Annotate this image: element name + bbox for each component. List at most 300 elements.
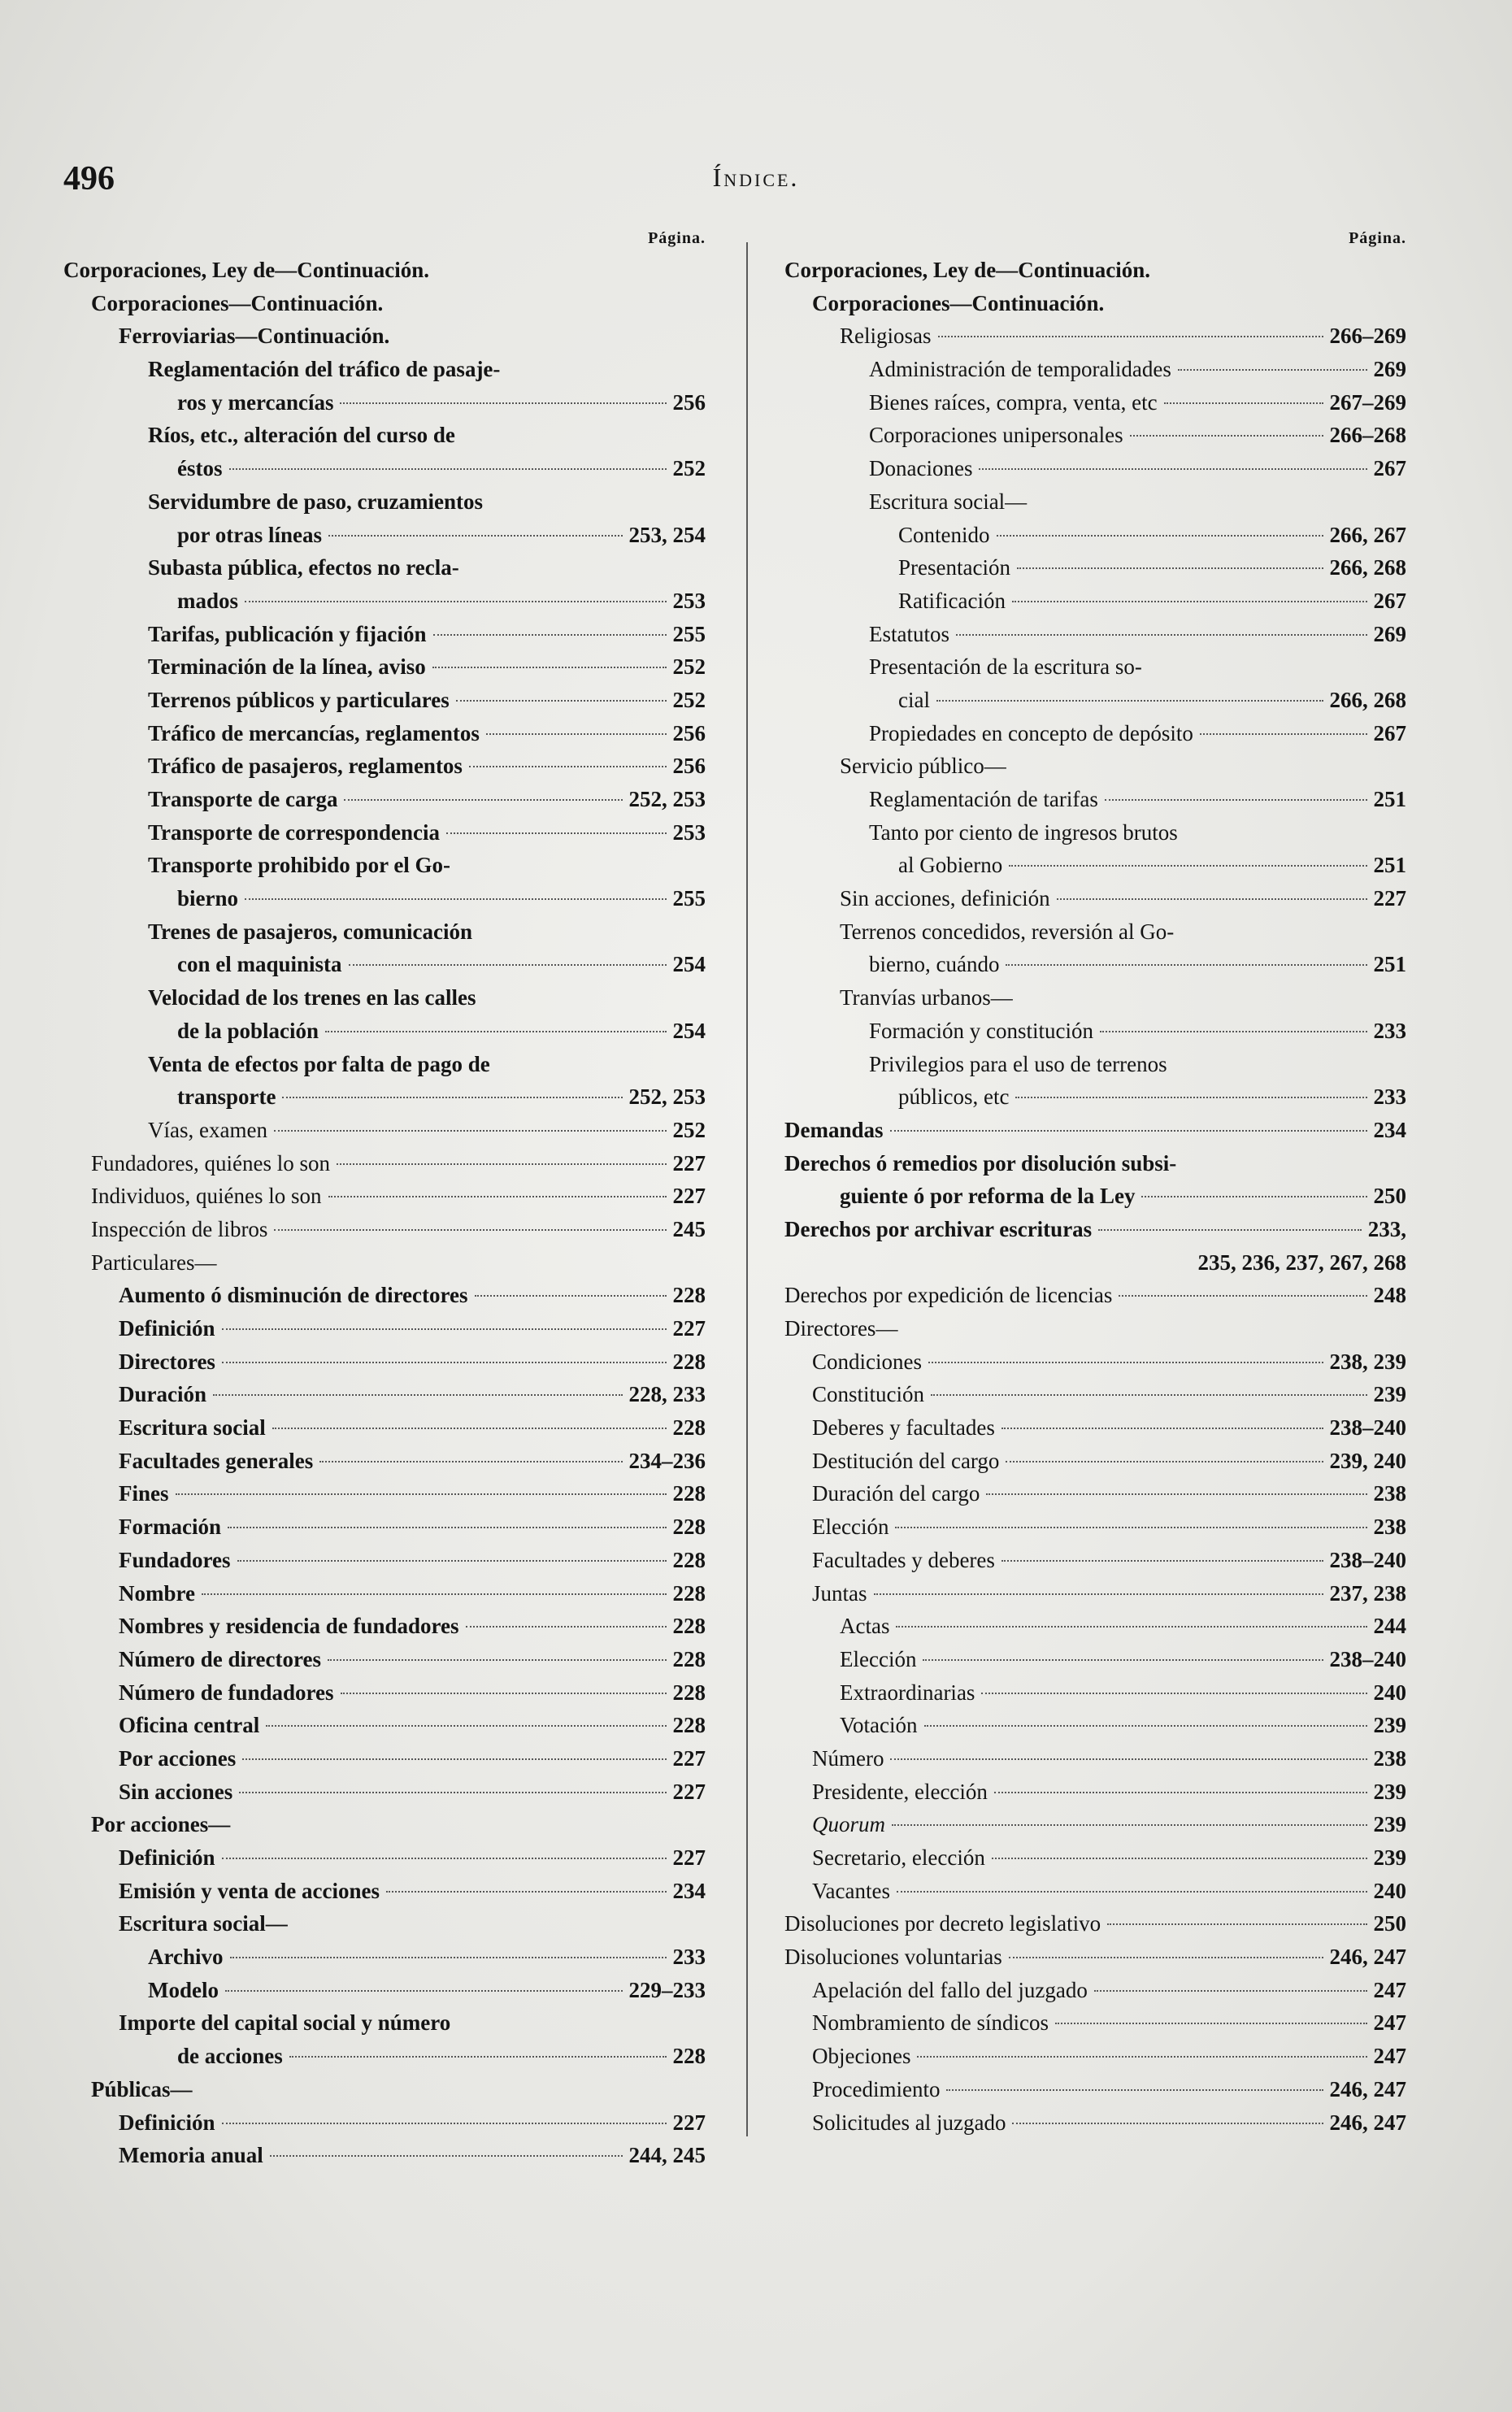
dot-leader: [349, 964, 667, 966]
entry-text: con el maquinista: [177, 952, 342, 977]
index-entry: [63, 2106, 706, 2140]
index-entry: [784, 1875, 1406, 1908]
entry-text: Tanto por ciento de ingresos brutos: [869, 819, 1178, 845]
index-entry: [784, 1114, 1406, 1147]
page-reference: 256: [672, 389, 706, 415]
left-entry-list: [63, 254, 706, 2172]
page-reference: 238–240: [1329, 1415, 1406, 1441]
index-entry: [784, 353, 1406, 386]
page-reference: 252, 253: [628, 1084, 706, 1110]
index-entry: [63, 1907, 706, 1940]
entry-text: éstos: [177, 456, 223, 481]
page-reference: 253: [672, 819, 706, 845]
page-reference: 238: [1373, 1745, 1406, 1771]
dot-leader: [213, 1394, 623, 1396]
index-entry: [63, 750, 706, 783]
dot-leader: [1178, 369, 1367, 371]
index-entry: [784, 1213, 1406, 1246]
index-entry: [63, 1246, 706, 1280]
dot-leader: [1006, 964, 1366, 966]
index-entry: [63, 254, 706, 287]
index-entry: [784, 2040, 1406, 2073]
entry-text: Reglamentación de tarifas: [869, 787, 1098, 811]
index-entry: [63, 1940, 706, 1974]
index-entry: [784, 1676, 1406, 1710]
dot-leader: [1017, 567, 1323, 569]
index-entry: [63, 1477, 706, 1510]
dot-leader: [266, 1725, 666, 1727]
dot-leader: [923, 1659, 1323, 1661]
index-entry: [784, 452, 1406, 485]
index-entry: [63, 485, 706, 519]
column-divider: [746, 242, 748, 2136]
entry-text: Memoria anual: [119, 2143, 263, 2168]
dot-leader: [1164, 402, 1323, 404]
dot-leader: [1141, 1196, 1366, 1197]
entry-text: Administración de temporalidades: [869, 357, 1171, 382]
dot-leader: [222, 1858, 667, 1859]
entry-text: Tranvías urbanos—: [840, 985, 1013, 1010]
index-entry: [784, 319, 1406, 353]
index-entry: [63, 1180, 706, 1213]
entry-text: Fundadores: [119, 1547, 231, 1572]
dot-leader: [325, 1031, 666, 1032]
page-reference: 245: [672, 1216, 706, 1241]
entry-text: Corporaciones—Continuación.: [812, 290, 1105, 315]
dot-leader: [340, 402, 666, 404]
page-reference: 234: [1373, 1117, 1406, 1142]
page-reference: 239, 240: [1329, 1448, 1406, 1473]
page-reference: 266, 268: [1329, 555, 1406, 580]
entry-text: Terminación de la línea, aviso: [148, 654, 426, 680]
dot-leader: [890, 1130, 1367, 1132]
entry-text: Objeciones: [812, 2044, 911, 2069]
dot-leader: [1001, 1560, 1323, 1562]
page-reference: 233: [1373, 1018, 1406, 1043]
dot-leader: [1200, 733, 1367, 735]
page-reference: 234–236: [628, 1448, 706, 1473]
index-entry: [63, 618, 706, 651]
entry-text: por otras líneas: [177, 522, 323, 547]
page-reference: 266, 267: [1329, 522, 1406, 547]
page-reference: 229–233: [628, 1977, 706, 2002]
index-entry: [63, 353, 706, 386]
entry-text: Servidumbre de paso, cruzamientos: [148, 489, 483, 514]
entry-text: Duración: [119, 1382, 206, 1407]
entry-text: Número de fundadores: [119, 1680, 334, 1705]
entry-text: Reglamentación del tráfico de pasaje-: [148, 357, 501, 382]
entry-text: Secretario, elección: [812, 1845, 985, 1870]
entry-text: Nombramiento de síndicos: [812, 2010, 1049, 2036]
index-entry: [63, 2006, 706, 2040]
entry-text: Presidente, elección: [812, 1779, 988, 1804]
dot-leader: [432, 667, 667, 668]
entry-text: Juntas: [812, 1580, 867, 1606]
dot-leader: [176, 1493, 667, 1495]
index-entry: [784, 849, 1406, 882]
dot-leader: [986, 1493, 1366, 1495]
page-reference: 228: [672, 1349, 706, 1374]
index-entry: [63, 1709, 706, 1742]
page-reference: 266, 268: [1329, 687, 1406, 712]
entry-text: Nombre: [119, 1580, 195, 1606]
page-reference: 267: [1373, 588, 1406, 613]
entry-text: Votación: [840, 1713, 918, 1738]
index-entry: [784, 1742, 1406, 1775]
entry-text: Por acciones: [119, 1745, 237, 1771]
entry-text: Tarifas, publicación y fijación: [148, 621, 427, 646]
page-reference: 238: [1373, 1481, 1406, 1506]
page-reference: 238–240: [1329, 1646, 1406, 1671]
dot-leader: [938, 336, 1323, 337]
dot-leader: [1100, 1031, 1367, 1032]
entry-text: Vías, examen: [148, 1117, 267, 1142]
page-header: [0, 159, 1512, 200]
index-entry: [784, 1477, 1406, 1510]
index-entry: [784, 1643, 1406, 1676]
entry-text: Venta de efectos por falta de pago de: [148, 1051, 490, 1076]
index-entry: [63, 948, 706, 981]
entry-text: Transporte de correspondencia: [148, 819, 440, 845]
dot-leader: [274, 1130, 667, 1132]
page-reference: 227: [1373, 886, 1406, 911]
dot-leader: [456, 700, 667, 702]
entry-text: al Gobierno: [898, 853, 1003, 878]
index-entry: [784, 1775, 1406, 1809]
page-reference: 234: [672, 1878, 706, 1903]
dot-leader: [896, 1626, 1366, 1628]
entry-text: Deberes y facultades: [812, 1415, 995, 1441]
index-entry: [784, 618, 1406, 651]
index-entry: [784, 1709, 1406, 1742]
index-entry: [63, 2139, 706, 2172]
entry-text: Directores—: [784, 1316, 898, 1341]
page-reference: 227: [672, 1845, 706, 1870]
entry-text: cial: [898, 687, 930, 712]
dot-leader: [341, 1693, 667, 1694]
page-reference: 244: [1373, 1614, 1406, 1639]
dot-leader: [328, 535, 622, 537]
index-entry: [63, 1742, 706, 1775]
entry-text: Terrenos concedidos, reversión al Go-: [840, 919, 1175, 944]
dot-leader: [895, 1527, 1366, 1528]
page-reference: 227: [672, 1184, 706, 1209]
dot-leader: [1098, 1229, 1362, 1231]
page-reference: 269: [1373, 621, 1406, 646]
page-reference: 227: [672, 1779, 706, 1804]
dot-leader: [1012, 601, 1367, 602]
entry-text: Elección: [812, 1515, 889, 1540]
page-reference: 238, 239: [1329, 1349, 1406, 1374]
index-entry: [63, 2073, 706, 2106]
dot-leader: [239, 1792, 666, 1793]
index-entry: [784, 1147, 1406, 1180]
right-index-column: [784, 229, 1406, 2139]
index-entry: [63, 287, 706, 320]
entry-text: Donaciones: [869, 456, 973, 481]
index-entry: [63, 882, 706, 915]
index-entry: [784, 254, 1406, 287]
entry-text: Trenes de pasajeros, comunicación: [148, 919, 472, 944]
page-reference: 239: [1373, 1382, 1406, 1407]
entry-text: Facultades generales: [119, 1448, 314, 1473]
dot-leader: [1094, 1990, 1367, 1992]
index-entry: [63, 551, 706, 585]
index-entry: [63, 1808, 706, 1841]
entry-text: Por acciones—: [91, 1812, 231, 1837]
index-entry: [63, 1411, 706, 1445]
index-entry: [784, 1080, 1406, 1114]
page-reference: 240: [1373, 1680, 1406, 1705]
entry-text: Definición: [119, 1845, 215, 1870]
index-entry: [784, 1411, 1406, 1445]
page-reference: 227: [672, 1316, 706, 1341]
dot-leader: [994, 1792, 1367, 1793]
page-reference: 255: [672, 621, 706, 646]
dot-leader: [222, 1362, 667, 1363]
entry-text: Oficina central: [119, 1713, 260, 1738]
entry-text: guiente ó por reforma de la Ley: [840, 1184, 1136, 1209]
page-reference: 247: [1373, 1977, 1406, 2002]
entry-text: Derechos por expedición de licencias: [784, 1283, 1113, 1308]
entry-text: Formación y constitución: [869, 1018, 1093, 1043]
page-reference: 228: [672, 1614, 706, 1639]
dot-leader: [1012, 2123, 1323, 2124]
dot-leader: [386, 1891, 667, 1893]
entry-text: Facultades y deberes: [812, 1547, 995, 1572]
page-column-heading: Página.: [1349, 229, 1406, 247]
index-entry: [784, 1015, 1406, 1048]
index-entry: [784, 519, 1406, 552]
index-entry: [63, 1974, 706, 2007]
entry-text: Contenido: [898, 522, 990, 547]
index-entry: [784, 2106, 1406, 2140]
page-reference: 228: [672, 1680, 706, 1705]
dot-leader: [931, 1394, 1366, 1396]
entry-text: mados: [177, 588, 239, 613]
dot-leader: [897, 1891, 1367, 1893]
dot-leader: [237, 1560, 667, 1562]
index-entry: [784, 1312, 1406, 1345]
entry-text: Solicitudes al juzgado: [812, 2110, 1006, 2135]
index-entry: [784, 1048, 1406, 1081]
entry-text: Modelo: [148, 1977, 219, 2002]
page-reference: 255: [672, 886, 706, 911]
entry-text: Vacantes: [812, 1878, 890, 1903]
entry-text: Terrenos públicos y particulares: [148, 687, 450, 712]
index-entry: [63, 1213, 706, 1246]
index-entry: [63, 1048, 706, 1081]
page-reference: 246, 247: [1329, 2110, 1406, 2135]
entry-text: Transporte de carga: [148, 787, 338, 811]
dot-leader: [344, 799, 622, 801]
entry-text: transporte: [177, 1084, 276, 1110]
index-entry: [784, 816, 1406, 850]
entry-text: Escritura social—: [869, 489, 1028, 514]
page-reference: 254: [672, 1018, 706, 1043]
page-reference: 252: [672, 1117, 706, 1142]
index-entry: [63, 452, 706, 485]
right-entry-list: [784, 254, 1406, 2139]
dot-leader: [469, 766, 667, 767]
index-entry: [784, 1610, 1406, 1643]
entry-text: Presentación de la escritura so-: [869, 654, 1142, 680]
index-entry: [784, 386, 1406, 419]
entry-text: Disoluciones por decreto legislativo: [784, 1911, 1101, 1936]
page-reference: 244, 245: [628, 2143, 706, 2168]
dot-leader: [1057, 898, 1367, 900]
entry-text: de acciones: [177, 2044, 283, 2069]
index-entry: [63, 1312, 706, 1345]
index-entry: [784, 1345, 1406, 1379]
dot-leader: [319, 1461, 622, 1462]
index-entry: [63, 319, 706, 353]
page-reference: 228: [672, 1415, 706, 1441]
page-reference: 228: [672, 1547, 706, 1572]
index-entry: [63, 849, 706, 882]
entry-text: Corporaciones, Ley de—Continuación.: [784, 258, 1151, 282]
page-reference: 233: [1373, 1084, 1406, 1110]
dot-leader: [928, 1362, 1323, 1363]
entry-text: Bienes raíces, compra, venta, etc: [869, 389, 1158, 415]
page-reference: 253, 254: [628, 522, 706, 547]
dot-leader: [1015, 1097, 1366, 1098]
dot-leader: [1130, 435, 1323, 437]
page-reference: 251: [1373, 787, 1406, 811]
dot-leader: [874, 1593, 1323, 1595]
page-reference: 238–240: [1329, 1547, 1406, 1572]
page-reference: 239: [1373, 1779, 1406, 1804]
index-entry: [63, 1676, 706, 1710]
entry-text: Formación: [119, 1515, 221, 1540]
page-reference: 227: [672, 2110, 706, 2135]
dot-leader: [228, 1527, 667, 1528]
entry-text: Inspección de libros: [91, 1216, 268, 1241]
dot-leader: [917, 2056, 1366, 2058]
index-entry: [784, 287, 1406, 320]
entry-text: Propiedades en concepto de depósito: [869, 720, 1193, 745]
index-entry: [784, 551, 1406, 585]
index-entry: [63, 684, 706, 717]
entry-text: Tráfico de mercancías, reglamentos: [148, 720, 480, 745]
index-entry: [784, 2006, 1406, 2040]
page-reference: 235, 236, 237, 267, 268: [1197, 1249, 1406, 1275]
entry-text: Tráfico de pasajeros, reglamentos: [148, 754, 463, 779]
page-reference: 266–269: [1329, 324, 1406, 349]
entry-text: Individuos, quiénes lo son: [91, 1184, 322, 1209]
dot-leader: [892, 1824, 1366, 1826]
page-reference: 267: [1373, 720, 1406, 745]
page-reference: 269: [1373, 357, 1406, 382]
entry-text: Estatutos: [869, 621, 949, 646]
index-entry: [784, 1808, 1406, 1841]
page-reference: 267–269: [1329, 389, 1406, 415]
index-entry: [784, 981, 1406, 1015]
index-entry: [63, 816, 706, 850]
page-reference: 267: [1373, 456, 1406, 481]
entry-text: Privilegios para el uso de terrenos: [869, 1051, 1167, 1076]
entry-text: Transporte prohibido por el Go-: [148, 853, 451, 878]
page-reference: 252: [672, 456, 706, 481]
dot-leader: [225, 1990, 623, 1992]
entry-text: ros y mercancías: [177, 389, 334, 415]
page-reference: 246, 247: [1329, 1945, 1406, 1970]
dot-leader: [890, 1758, 1366, 1760]
dot-leader: [486, 733, 667, 735]
index-entry: [63, 386, 706, 419]
index-entry: [784, 750, 1406, 783]
dot-leader: [222, 1328, 667, 1330]
entry-text: Constitución: [812, 1382, 925, 1407]
page-reference: 228: [672, 1515, 706, 1540]
index-entry: [63, 1775, 706, 1809]
index-entry: [784, 1841, 1406, 1875]
page-reference: 227: [672, 1745, 706, 1771]
entry-text: Apelación del fallo del juzgado: [812, 1977, 1088, 2002]
page-reference: 237, 238: [1329, 1580, 1406, 1606]
entry-text: Destitución del cargo: [812, 1448, 1000, 1473]
entry-text: Sin acciones: [119, 1779, 233, 1804]
dot-leader: [997, 535, 1323, 537]
page-reference: 248: [1373, 1283, 1406, 1308]
page-reference: 228: [672, 1713, 706, 1738]
entry-text: Ríos, etc., alteración del curso de: [148, 423, 455, 448]
entry-text: Definición: [119, 1316, 215, 1341]
entry-text: Presentación: [898, 555, 1010, 580]
dot-leader: [274, 1229, 666, 1231]
page-reference: 233,: [1367, 1216, 1406, 1241]
page-reference: 266–268: [1329, 423, 1406, 448]
entry-text: Servicio público—: [840, 754, 1006, 779]
entry-text: Número de directores: [119, 1646, 321, 1671]
entry-text: Particulares—: [91, 1249, 217, 1275]
dot-leader: [245, 601, 666, 602]
running-title: Índice.: [712, 163, 800, 192]
page-reference: 228: [672, 1580, 706, 1606]
entry-text: Públicas—: [91, 2076, 193, 2101]
page-reference: 247: [1373, 2044, 1406, 2069]
index-entry: [784, 783, 1406, 816]
entry-text: Aumento ó disminución de directores: [119, 1283, 468, 1308]
entry-text: Demandas: [784, 1117, 884, 1142]
entry-text: de la población: [177, 1018, 319, 1043]
index-entry: [63, 650, 706, 684]
entry-text: Corporaciones unipersonales: [869, 423, 1123, 448]
entry-text: Fines: [119, 1481, 169, 1506]
entry-text: Duración del cargo: [812, 1481, 980, 1506]
index-entry: [63, 419, 706, 452]
entry-text: Número: [812, 1745, 884, 1771]
dot-leader: [1009, 865, 1366, 867]
entry-text: Ratificación: [898, 588, 1006, 613]
dot-leader: [1055, 2023, 1367, 2024]
index-entry: [63, 1643, 706, 1676]
entry-text: Importe del capital social y número: [119, 2010, 451, 2036]
dot-leader: [282, 1097, 622, 1098]
page-reference: 228: [672, 2044, 706, 2069]
dot-leader: [222, 2123, 667, 2124]
index-entry: [63, 1577, 706, 1610]
index-entry: [63, 1114, 706, 1147]
page-reference: 239: [1373, 1713, 1406, 1738]
entry-text: Definición: [119, 2110, 215, 2135]
page-reference: 228: [672, 1283, 706, 1308]
entry-text: Fundadores, quiénes lo son: [91, 1150, 330, 1176]
index-entry: [784, 2073, 1406, 2106]
index-entry: [784, 1246, 1406, 1280]
dot-leader: [230, 1957, 667, 1958]
entry-text: Derechos ó remedios por disolución subsi-: [784, 1150, 1177, 1176]
